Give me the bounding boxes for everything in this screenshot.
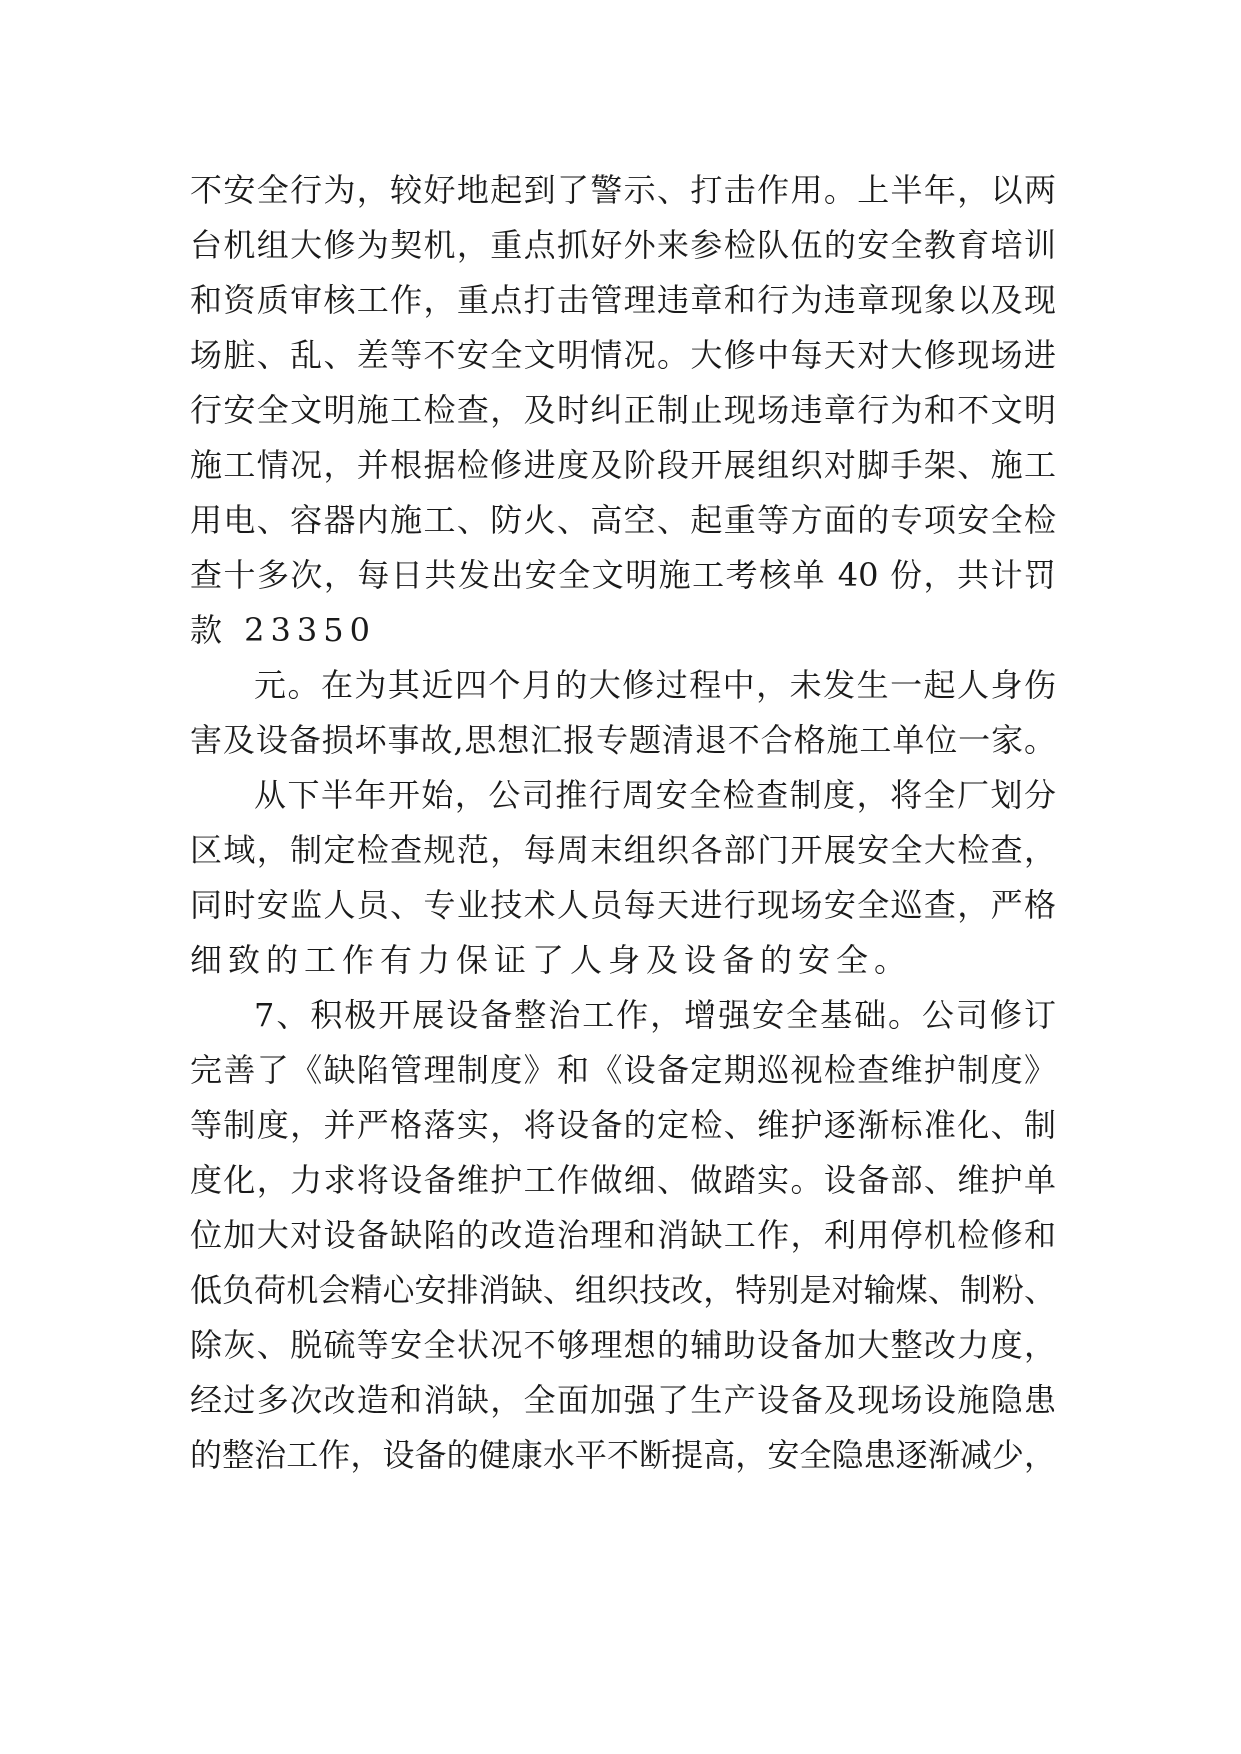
text-line: 低负荷机会精心安排消缺、组织技改，特别是对输煤、制粉、 <box>190 1271 1056 1309</box>
text-line: 场脏、乱、差等不安全文明情况。大修中每天对大修现场进 <box>190 336 1056 374</box>
text-line: 不安全行为，较好地起到了警示、打击作用。上半年，以两 <box>190 171 1056 209</box>
text-line: 行安全文明施工检查，及时纠正制止现场违章行为和不文明 <box>190 391 1056 429</box>
text-line: 同时安监人员、专业技术人员每天进行现场安全巡查，严格 <box>190 886 1056 924</box>
text-line: 和资质审核工作，重点打击管理违章和行为违章现象以及现 <box>190 281 1056 319</box>
text-line: 等制度，并严格落实，将设备的定检、维护逐渐标准化、制 <box>190 1106 1056 1144</box>
text-line: 经过多次改造和消缺，全面加强了生产设备及现场设施隐患 <box>190 1381 1056 1419</box>
text-line: 从下半年开始，公司推行周安全检查制度，将全厂划分 <box>254 776 1056 814</box>
text-line: 位加大对设备缺陷的改造治理和消缺工作，利用停机检修和 <box>190 1216 1056 1254</box>
text-line: 的整治工作，设备的健康水平不断提高，安全隐患逐渐减少， <box>190 1436 1056 1474</box>
text-line: 元。在为其近四个月的大修过程中，未发生一起人身伤 <box>254 666 1056 704</box>
text-line: 细致的工作有力保证了人身及设备的安全。 <box>190 941 913 979</box>
text-line: 区域，制定检查规范，每周末组织各部门开展安全大检查， <box>190 831 1056 869</box>
text-line: 用电、容器内施工、防火、高空、起重等方面的专项安全检 <box>190 501 1056 539</box>
document-body <box>190 163 1056 1483</box>
text-line: 害及设备损坏事故,思想汇报专题清退不合格施工单位一家。 <box>190 721 1056 759</box>
text-line: 完善了《缺陷管理制度》和《设备定期巡视检查维护制度》 <box>190 1051 1056 1089</box>
text-line: 查十多次，每日共发出安全文明施工考核单 40 份，共计罚 <box>190 556 1056 594</box>
text-line: 度化，力求将设备维护工作做细、做踏实。设备部、维护单 <box>190 1161 1056 1199</box>
text-line: 除灰、脱硫等安全状况不够理想的辅助设备加大整改力度， <box>190 1326 1056 1364</box>
text-line: 台机组大修为契机，重点抓好外来参检队伍的安全教育培训 <box>190 226 1056 264</box>
text-line: 款 23350 <box>190 611 376 649</box>
text-line: 施工情况，并根据检修进度及阶段开展组织对脚手架、施工 <box>190 446 1056 484</box>
text-line: 7、积极开展设备整治工作，增强安全基础。公司修订 <box>254 996 1056 1034</box>
